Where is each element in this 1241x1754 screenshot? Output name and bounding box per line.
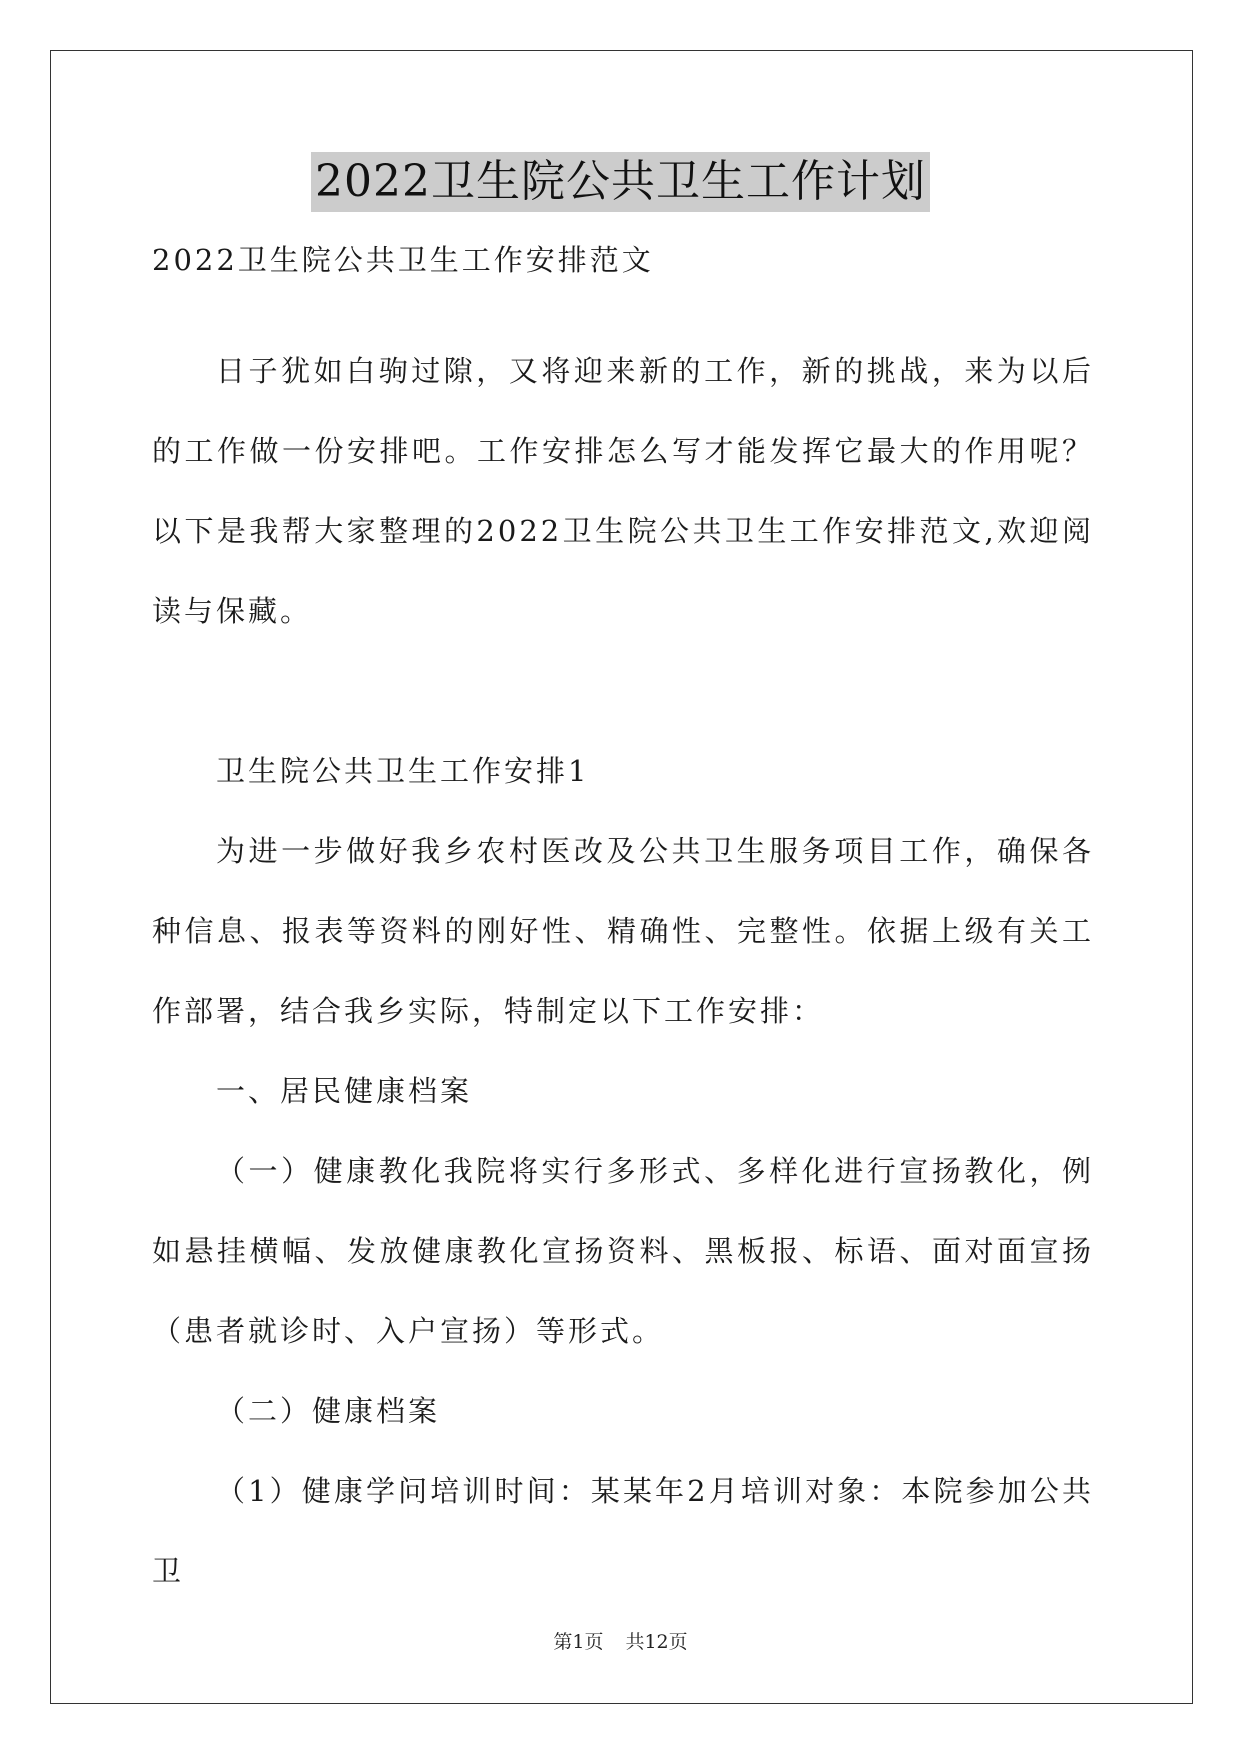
title-container: [0, 152, 1241, 212]
intro-section: [152, 331, 1094, 651]
page-footer: [0, 1630, 1241, 1654]
document-subtitle: 2022卫生院公共卫生工作安排范文: [152, 243, 654, 277]
intro-paragraph: 日子犹如白驹过隙，又将迎来新的工作，新的挑战，来为以后的工作做一份安排吧。工作安排怎么写才能发挥它最大的作用呢？以下是我帮大家整理的2022卫生院公共卫生工作安排范文,欢迎阅读与保藏。: [152, 354, 1094, 628]
body-paragraph: （1）健康学问培训时间：某某年2月培训对象：本院参加公共卫: [152, 1474, 1094, 1588]
body-paragraph: 一、居民健康档案: [216, 1074, 473, 1108]
page-total: 共12页: [625, 1631, 688, 1653]
section-heading: 卫生院公共卫生工作安排1: [216, 754, 590, 788]
main-section: [152, 731, 1094, 1611]
document-title: 2022卫生院公共卫生工作计划: [311, 152, 930, 212]
body-paragraph: （一）健康教化我院将实行多形式、多样化进行宣扬教化，例如悬挂横幅、发放健康教化宣扬资料、黑板报、标语、面对面宣扬（患者就诊时、入户宣扬）等形式。: [152, 1154, 1094, 1348]
page-number: 第1页: [553, 1631, 604, 1653]
body-paragraph: 为进一步做好我乡农村医改及公共卫生服务项目工作，确保各种信息、报表等资料的刚好性、精确性、完整性。依据上级有关工作部署，结合我乡实际，特制定以下工作安排：: [152, 834, 1094, 1028]
body-paragraph: （二）健康档案: [216, 1394, 441, 1428]
